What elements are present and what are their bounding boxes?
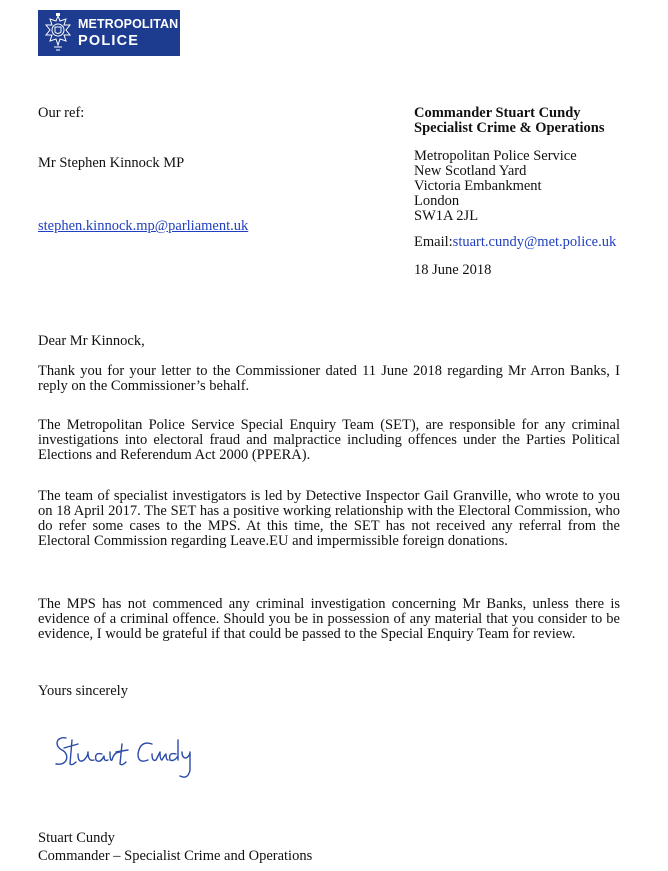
address-line: SW1A 2JL: [414, 208, 479, 224]
sender-department: Specialist Crime & Operations: [414, 120, 605, 136]
address-line: Victoria Embankment: [414, 178, 542, 194]
email-label: Email:: [414, 234, 453, 250]
brand-line-1: METROPOLITAN: [78, 17, 179, 31]
brand-line-2: POLICE: [78, 33, 140, 49]
address-line: Metropolitan Police Service: [414, 148, 577, 164]
paragraph-2: The Metropolitan Police Service Special Enquiry Team (SET), are responsible for any criminal investigations into electoral fraud and malpractice including offences under the Parties Political Elections and Referendum Act 2000 (PPERA).: [38, 417, 620, 463]
closing: Yours sincerely: [38, 683, 128, 699]
paragraph-1: Thank you for your letter to the Commissioner dated 11 June 2018 regarding Mr Arron Banks, I reply on the Commissioner’s behalf.: [38, 363, 620, 394]
our-ref-label: Our ref:: [38, 105, 85, 121]
crest-icon: [38, 10, 78, 56]
paragraph-4: The MPS has not commenced any criminal investigation concerning Mr Banks, unless there is evidence of a criminal offence. Should you be in possession of any material that you consider to be evidence, I would be grateful if that could be passed to the Special Enquiry Team for review.: [38, 596, 620, 642]
address-line: New Scotland Yard: [414, 163, 527, 179]
brand-text: [78, 16, 178, 50]
salutation: Dear Mr Kinnock,: [38, 333, 145, 349]
address-line: London: [414, 193, 460, 209]
sender-name: Commander Stuart Cundy: [414, 105, 581, 121]
sender-email-link[interactable]: stuart.cundy@met.police.uk: [452, 234, 617, 250]
handwritten-signature: [48, 730, 198, 794]
signatory-title: Commander – Specialist Crime and Operations: [38, 848, 313, 864]
recipient-email-link[interactable]: stephen.kinnock.mp@parliament.uk: [38, 218, 249, 234]
paragraph-3: The team of specialist investigators is led by Detective Inspector Gail Granville, who wrote to you on 18 April 2017. The SET has a positive working relationship with the Electoral Commission, who do refer some cases to the MPS. At this time, the SET has not received any referral from the Electoral Commission regarding Leave.EU and impermissible foreign donations.: [38, 488, 620, 549]
sender-address: [414, 149, 577, 224]
recipient-name: Mr Stephen Kinnock MP: [38, 155, 185, 171]
letter-date: 18 June 2018: [414, 262, 492, 278]
met-police-logo: [38, 10, 180, 56]
signatory-name: Stuart Cundy: [38, 830, 115, 846]
sender-email-row: [414, 235, 616, 250]
